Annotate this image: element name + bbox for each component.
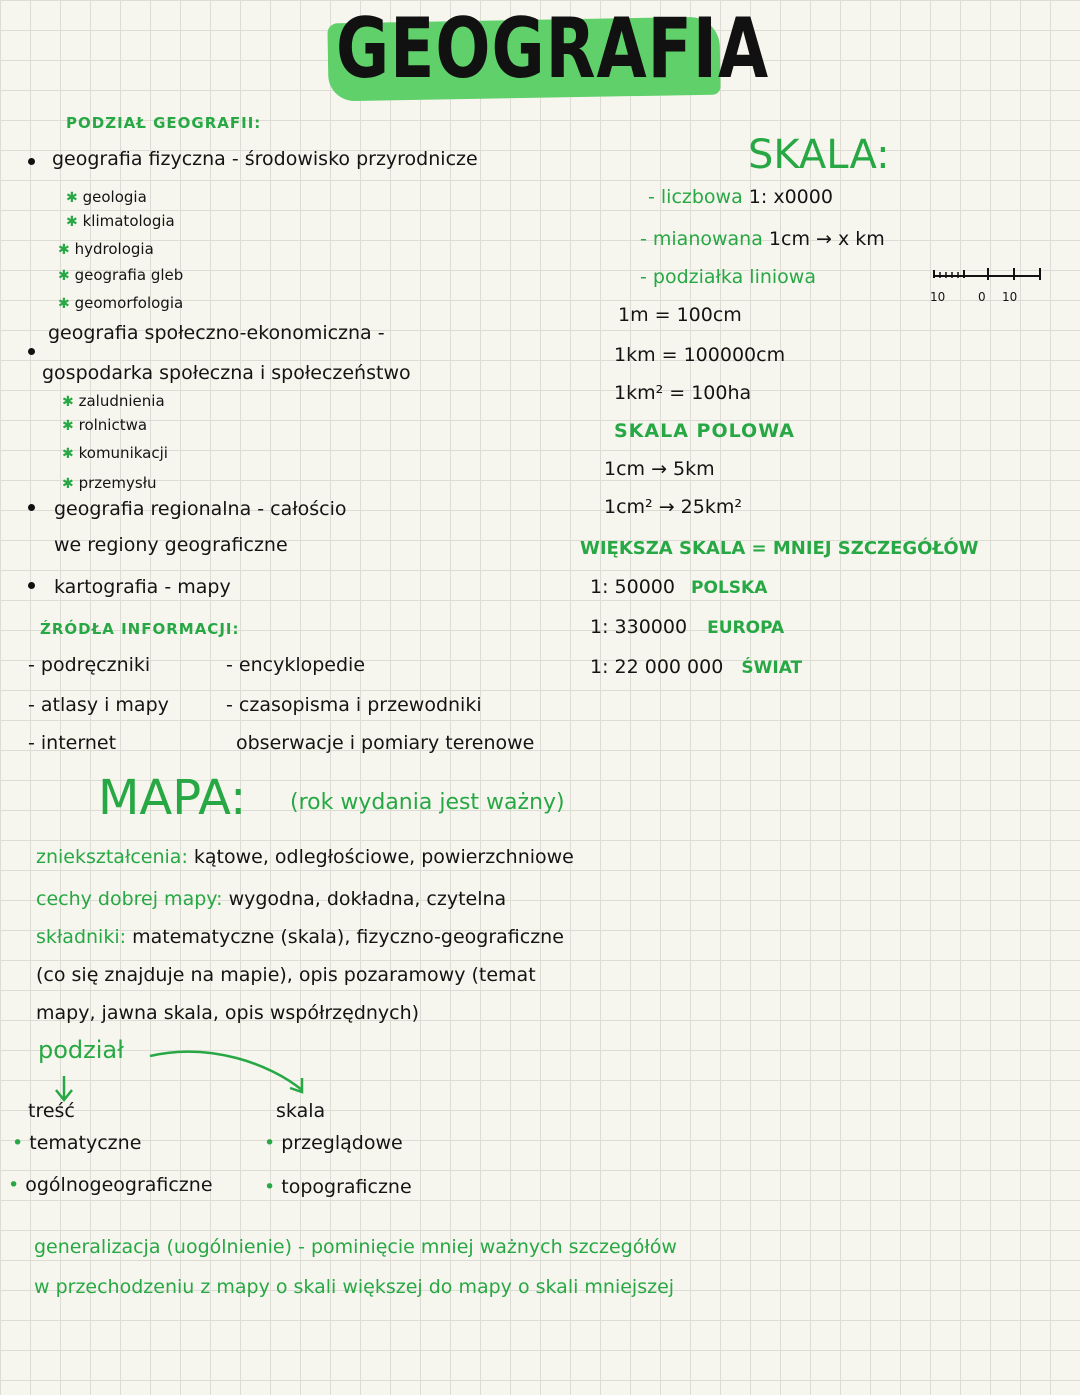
podzial-label: podział bbox=[38, 1036, 124, 1064]
generalizacja-line-1: generalizacja (uogólnienie) - pominięcie mniej ważnych szczegółów bbox=[34, 1236, 677, 1258]
scale-bar-label: 10 bbox=[930, 290, 946, 304]
tresc-item: • tematyczne bbox=[12, 1132, 142, 1154]
znieksztalcenia-line: zniekształcenia: kątowe, odległościowe, powierzchniowe bbox=[36, 846, 574, 868]
scale-bar-label: 0 bbox=[978, 290, 986, 304]
generalizacja-line-2: w przechodzeniu z mapy o skali większej do mapy o skali mniejszej bbox=[34, 1276, 675, 1298]
tresc-heading: treść bbox=[28, 1100, 75, 1122]
fizyczna-item: ✱ geografia gleb bbox=[58, 266, 184, 284]
bullet-dot bbox=[28, 158, 35, 165]
skala-liczbowa: - liczbowa 1: x0000 bbox=[648, 186, 833, 208]
scale-bar-label: 10 bbox=[1002, 290, 1018, 304]
skala-map-heading: skala bbox=[276, 1100, 326, 1122]
zrodla-right-item: obserwacje i pomiary terenowe bbox=[236, 732, 535, 754]
star-icon: ✱ bbox=[62, 446, 79, 462]
skladniki-line: (co się znajduje na mapie), opis pozaramowy (temat bbox=[36, 964, 536, 986]
spoleczna-item: ✱ przemysłu bbox=[62, 474, 157, 492]
bullet-dot bbox=[28, 504, 35, 511]
spoleczna-item: ✱ rolnictwa bbox=[62, 416, 148, 434]
star-icon: ✱ bbox=[62, 418, 79, 434]
conversion-line: 1m = 100cm bbox=[618, 304, 742, 326]
conversion-line: 1km² = 100ha bbox=[614, 382, 752, 404]
skladniki-line: mapy, jawna skala, opis współrzędnych) bbox=[36, 1002, 420, 1024]
zrodla-right-item: - czasopisma i przewodniki bbox=[226, 694, 482, 716]
fizyczna-item: ✱ klimatologia bbox=[66, 212, 175, 230]
polowa-line: 1cm² → 25km² bbox=[604, 496, 742, 518]
skala-heading: SKALA: bbox=[748, 132, 890, 178]
star-icon: ✱ bbox=[62, 394, 79, 410]
skala-podzialka: - podziałka liniowa bbox=[640, 266, 816, 288]
bullet-dot bbox=[28, 348, 35, 355]
wieksza-skala-rule: WIĘKSZA SKALA = MNIEJ SZCZEGÓŁÓW bbox=[580, 538, 979, 559]
fizyczna-line: geografia fizyczna - środowisko przyrodnicze bbox=[52, 148, 478, 170]
polowa-line: 1cm → 5km bbox=[604, 458, 715, 480]
star-icon: ✱ bbox=[62, 476, 79, 492]
star-icon: ✱ bbox=[66, 190, 83, 206]
star-icon: ✱ bbox=[58, 268, 75, 284]
fizyczna-item: ✱ geologia bbox=[66, 188, 147, 206]
mapa-heading: MAPA: bbox=[98, 770, 247, 826]
zrodla-right-item: - encyklopedie bbox=[226, 654, 366, 676]
bullet-dot bbox=[28, 582, 35, 589]
spoleczna-item: ✱ komunikacji bbox=[62, 444, 168, 462]
fizyczna-item: ✱ geomorfologia bbox=[58, 294, 184, 312]
skladniki-line: składniki: matematyczne (skala), fizyczno-geograficzne bbox=[36, 926, 564, 948]
scale-example: 1: 22 000 000 ŚWIAT bbox=[590, 656, 803, 678]
spoleczna-line-1: geografia społeczno-ekonomiczna - bbox=[48, 322, 385, 344]
star-icon: ✱ bbox=[66, 214, 83, 230]
podzial-heading: PODZIAŁ GEOGRAFII: bbox=[66, 114, 262, 132]
mapa-note: (rok wydania jest ważny) bbox=[290, 790, 565, 815]
kartografia-line: kartografia - mapy bbox=[54, 576, 231, 598]
fizyczna-item: ✱ hydrologia bbox=[58, 240, 154, 258]
cechy-line: cechy dobrej mapy: wygodna, dokładna, czytelna bbox=[36, 888, 507, 910]
spoleczna-item: ✱ zaludnienia bbox=[62, 392, 165, 410]
zrodla-left-item: - atlasy i mapy bbox=[28, 694, 169, 716]
zrodla-left-item: - podręczniki bbox=[28, 654, 151, 676]
zrodla-heading: ŹRÓDŁA INFORMACJI: bbox=[40, 620, 240, 638]
zrodla-left-item: - internet bbox=[28, 732, 117, 754]
scale-example: 1: 50000 POLSKA bbox=[590, 576, 768, 598]
regionalna-line-2: we regiony geograficzne bbox=[54, 534, 288, 556]
star-icon: ✱ bbox=[58, 296, 75, 312]
scale-example: 1: 330000 EUROPA bbox=[590, 616, 785, 638]
regionalna-line-1: geografia regionalna - całościo bbox=[54, 498, 347, 520]
skala-map-item: • przeglądowe bbox=[264, 1132, 403, 1154]
scale-bar-icon bbox=[930, 266, 1044, 284]
skala-map-item: • topograficzne bbox=[264, 1176, 412, 1198]
tresc-item: • ogólnogeograficzne bbox=[8, 1174, 213, 1196]
skala-mianowana: - mianowana 1cm → x km bbox=[640, 228, 885, 250]
skala-polowa-heading: SKALA POLOWA bbox=[614, 420, 796, 442]
star-icon: ✱ bbox=[58, 242, 75, 258]
spoleczna-line-2: gospodarka społeczna i społeczeństwo bbox=[42, 362, 411, 384]
conversion-line: 1km = 100000cm bbox=[614, 344, 786, 366]
page-title: GEOGRAFIA bbox=[336, 0, 770, 97]
